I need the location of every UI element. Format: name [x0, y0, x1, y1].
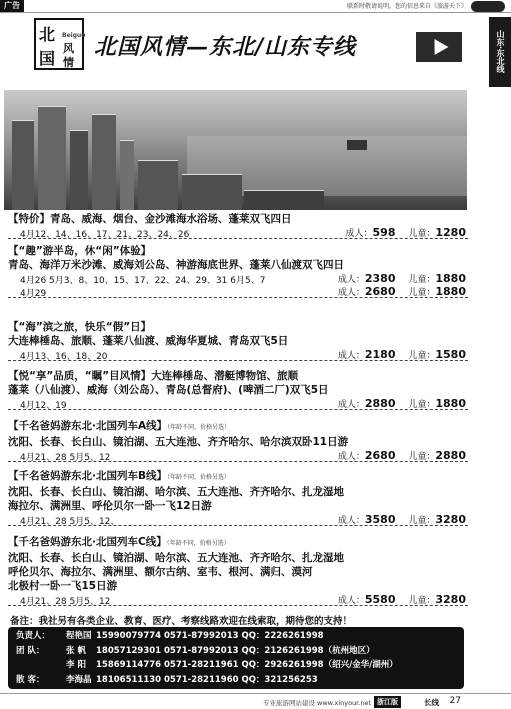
magazine-logo-icon — [471, 1, 505, 12]
top-bar — [0, 0, 511, 13]
child-label: 儿童： — [408, 288, 436, 298]
header — [34, 18, 474, 73]
side-tab: 山东·东北线 — [489, 17, 511, 87]
logo-char: 国 — [39, 49, 56, 68]
child-label: 儿童： — [408, 452, 436, 462]
route-line: 沈阳、长春、长白山、镜泊湖、哈尔滨、五大连池、齐齐哈尔、扎龙湿地 — [8, 552, 344, 564]
adult-price: 2380 — [364, 272, 396, 285]
route-line: 沈阳、长春、长白山、镜泊湖、五大连池、齐齐哈尔、哈尔滨双卧11日游 — [8, 436, 349, 448]
child-price: 1580 — [435, 348, 466, 361]
adult-price: 2880 — [364, 397, 396, 410]
itinerary-item — [8, 369, 468, 410]
prices — [338, 272, 466, 285]
route-line: 沈阳、长春、长白山、镜泊湖、哈尔滨、五大连池、齐齐哈尔、扎龙湿地 — [8, 486, 344, 498]
prices — [338, 285, 466, 298]
adult-price: 5580 — [364, 593, 396, 606]
building — [12, 120, 34, 210]
route-line: 海拉尔、满洲里、呼伦贝尔一卧一飞12日游 — [8, 500, 212, 512]
itinerary-headline: 【悦“享”品质，“瞩”目风情】大连棒棰岛、潜艇博物馆、旅顺 — [8, 370, 299, 382]
contact-name: 张 帆 — [66, 645, 86, 656]
building — [92, 114, 116, 210]
price-row — [8, 397, 468, 410]
logo-char: 情 — [63, 56, 74, 69]
itinerary-title: 【千名爸妈游东北·北国列车B线】 — [8, 470, 167, 482]
section-label: 长线 — [424, 698, 439, 707]
itinerary-title: 【千名爸妈游东北·北国列车A线】 — [8, 420, 168, 432]
child-price: 3280 — [435, 593, 466, 606]
child-label: 儿童： — [408, 351, 436, 361]
prices — [338, 397, 466, 410]
adult-label: 成人： — [337, 400, 365, 410]
prices — [338, 593, 466, 606]
price-row — [8, 513, 468, 526]
price-row — [8, 226, 468, 239]
adult-label: 成人： — [337, 452, 365, 462]
bottom-bar — [0, 693, 511, 709]
child-label: 儿童： — [408, 596, 436, 606]
arrow-icon — [416, 32, 462, 62]
itinerary-item — [8, 244, 468, 298]
contact-info: 18106511130 0571-28211960 QQ：321256253 — [96, 674, 318, 685]
contact-info: 15990079774 0571-87992013 QQ：2226261998 — [96, 631, 324, 641]
logo-char: 风 — [63, 42, 74, 55]
adult-label: 成人： — [337, 351, 365, 361]
contact-role: 散 客： — [16, 674, 45, 685]
adult-label: 成人： — [337, 275, 365, 285]
contact-name: 李海晶 — [66, 674, 92, 685]
contact-row — [16, 644, 456, 659]
city-skyline-photo — [4, 90, 467, 210]
route-line: 蓬莱（八仙渡）、威海（刘公岛）、青岛(总督府)、(啤酒二厂)双飞5日 — [8, 384, 329, 396]
route-line: 呼伦贝尔、海拉尔、满洲里、额尔古纳、室韦、根河、满归、漠河 — [8, 566, 313, 578]
child-label: 儿童： — [408, 516, 436, 526]
itinerary-headline: 【“趣”游半岛，休“闲”体验】 — [8, 245, 152, 257]
route-line: 北极村一卧一飞15日游 — [8, 580, 118, 592]
contact-role: 团 队： — [16, 645, 45, 656]
building — [244, 190, 324, 210]
building — [182, 174, 242, 210]
itinerary-headline — [8, 469, 468, 485]
prices — [338, 513, 466, 526]
itinerary-item — [8, 419, 468, 462]
adult-label: 成人： — [337, 516, 365, 526]
route-line: 青岛、海洋万米沙滩、威海刘公岛、神游海底世界、蓬莱八仙渡双飞四日 — [8, 259, 344, 271]
price-row — [8, 285, 468, 298]
contact-box — [8, 627, 464, 689]
price-row — [8, 449, 468, 462]
pavilion — [347, 140, 367, 150]
logo-sub: Beiguo — [62, 32, 86, 39]
prices — [338, 449, 466, 462]
price-row — [8, 348, 468, 361]
site-text: 专业旅游网站建设 www.xinyour.net — [262, 699, 371, 707]
child-price: 1880 — [435, 397, 466, 410]
contact-role: 负责人： — [16, 631, 51, 641]
price-note: （年龄不同，价格另选） — [167, 424, 231, 431]
edition-badge: 浙江版 — [374, 696, 401, 708]
brand-logo — [34, 18, 84, 70]
adult-label: 成人： — [345, 229, 373, 239]
departure-dates: 4月29 — [20, 289, 47, 299]
building — [38, 106, 66, 210]
itinerary-item — [8, 320, 468, 361]
child-label: 儿童： — [408, 400, 436, 410]
child-label: 儿童： — [408, 229, 436, 239]
adult-price: 2680 — [364, 449, 396, 462]
contact-row — [16, 673, 456, 688]
price-row — [8, 593, 468, 606]
adult-price: 598 — [372, 226, 396, 239]
departure-dates: 4月13、16、18、20 — [20, 352, 108, 362]
itinerary-headline — [8, 535, 468, 551]
route-line: 大连棒棰岛、旅顺、蓬莱八仙渡、威海华夏城、青岛双飞5日 — [8, 335, 289, 347]
adult-price: 2680 — [364, 285, 396, 298]
prices — [338, 348, 466, 361]
itinerary-item — [8, 469, 468, 526]
logo-char: 北 — [39, 25, 56, 44]
contact-name: 李 阳 — [66, 660, 86, 670]
child-label: 儿童： — [408, 275, 436, 285]
price-row — [8, 272, 468, 285]
contact-name: 程艳国 — [66, 631, 92, 641]
price-note: （年龄不同，价格另选） — [167, 474, 231, 481]
itinerary-item — [8, 212, 468, 239]
contact-row — [16, 629, 456, 644]
footer-note: 备注：我社另有各类企业、教育、医疗、考察线路欢迎在线索取，期待您的支持！ — [10, 616, 353, 627]
building — [138, 160, 178, 210]
contact-info: 18057129301 0571-87992013 QQ：2126261998（杭州地区） — [96, 645, 375, 656]
itinerary-item — [8, 535, 468, 606]
departure-dates: 4月12、14、16、17、21、23、24、26 — [20, 230, 190, 240]
child-price: 1880 — [435, 272, 466, 285]
child-price: 2880 — [435, 449, 466, 462]
departure-dates: 4月21、28 5月5、12 — [20, 453, 111, 463]
itinerary-headline: 【特价】青岛、威海、烟台、金沙滩海水浴场、蓬莱双飞四日 — [8, 213, 292, 225]
adult-label: 成人： — [337, 288, 365, 298]
adult-label: 成人： — [337, 596, 365, 606]
departure-dates: 4月21、28 5月5、12 — [20, 597, 111, 607]
child-price: 1880 — [435, 285, 466, 298]
page-number: 27 — [449, 696, 461, 706]
child-price: 1280 — [435, 226, 466, 239]
itinerary-headline — [8, 419, 468, 435]
ad-tag: 广告 — [0, 0, 24, 12]
building — [120, 140, 134, 210]
price-note: （年龄不同，价格另选） — [166, 540, 230, 547]
contact-row — [16, 658, 456, 673]
child-price: 3280 — [435, 513, 466, 526]
departure-dates: 4月12、19 — [20, 401, 67, 411]
itinerary-title: 【千名爸妈游东北·北国列车C线】 — [8, 536, 167, 548]
prices — [346, 226, 467, 239]
building — [70, 130, 88, 210]
page-title: 北国风情—东北/山东专线 — [94, 34, 357, 60]
top-note: 联系时敬请说明，您的信息来自《旅游天下》 — [346, 3, 467, 10]
departure-dates: 4月21、28 5月5、12、 — [20, 517, 120, 527]
contact-info: 15869114776 0571-28211961 QQ：2926261998（绍兴/金华/湖州） — [96, 660, 398, 670]
itinerary-headline: 【“海”滨之旅，快乐“假”日】 — [8, 321, 152, 333]
adult-price: 3580 — [364, 513, 396, 526]
departure-dates: 4月26 5月3、8、10、15、17、22、24、29、31 6月5、7 — [20, 276, 266, 286]
adult-price: 2180 — [364, 348, 396, 361]
